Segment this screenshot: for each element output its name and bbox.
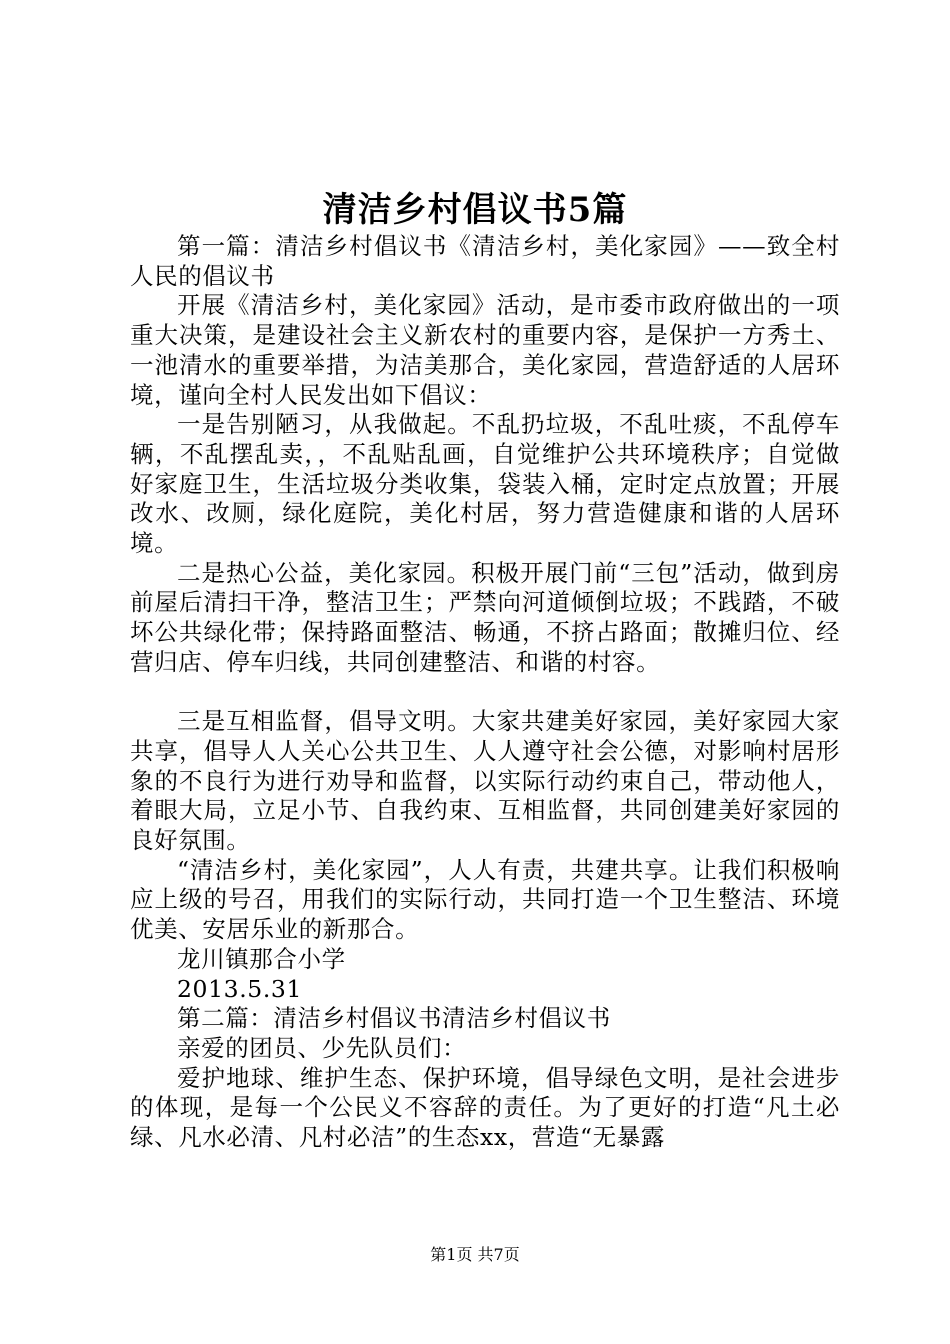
salutation: 亲爱的团员、少先队员们：	[177, 1033, 467, 1062]
section-heading-2: 第二篇：清洁乡村倡议书清洁乡村倡议书	[177, 1004, 611, 1033]
document-body	[130, 232, 840, 1153]
body-paragraph: 爱护地球、维护生态、保护环境，倡导绿色文明，是社会进步的体现，是每一个公民义不容辞的责任。为了更好的打造“凡土必绿、凡水必清、凡村必洁”的生态xx，营造“无暴露	[130, 1063, 840, 1152]
body-paragraph: 三是互相监督，倡导文明。大家共建美好家园，美好家园大家共享，倡导人人关心公共卫生、人人遵守社会公德，对影响村居形象的不良行为进行劝导和监督，以实际行动约束自己，带动他人，着眼大局，立足小节、自我约束、互相监督，共同创建美好家园的良好氛围。	[130, 707, 840, 855]
body-paragraph: 开展《清洁乡村，美化家园》活动，是市委市政府做出的一项重大决策，是建设社会主义新农村的重要内容，是保护一方秀土、一池清水的重要举措，为洁美那合，美化家园，营造舒适的人居环境，谨向全村人民发出如下倡议：	[130, 291, 840, 409]
signature-organization: 龙川镇那合小学	[177, 944, 346, 973]
page-number: 第1页 共7页	[430, 1245, 520, 1264]
body-paragraph: 一是告别陋习，从我做起。不乱扔垃圾，不乱吐痰，不乱停车辆，不乱摆乱卖，，不乱贴乱画，自觉维护公共环境秩序；自觉做好家庭卫生，生活垃圾分类收集，袋装入桶，定时定点放置；开展改水、改厕，绿化庭院，美化村居，努力营造健康和谐的人居环境。	[130, 410, 840, 558]
signature-date: 2013.5.31	[177, 974, 302, 1003]
blank-line	[130, 678, 840, 708]
body-paragraph: “清洁乡村，美化家园”，人人有责，共建共享。让我们积极响应上级的号召，用我们的实际行动，共同打造一个卫生整洁、环境优美、安居乐业的新那合。	[130, 855, 840, 944]
body-paragraph: 二是热心公益，美化家园。积极开展门前“三包”活动，做到房前屋后清扫干净，整洁卫生；严禁向河道倾倒垃圾；不践踏，不破坏公共绿化带；保持路面整洁、畅通，不挤占路面；散摊归位、经营归店、停车归线，共同创建整洁、和谐的村容。	[130, 558, 840, 676]
section-heading-1: 第一篇：清洁乡村倡议书《清洁乡村，美化家园》——致全村人民的倡议书	[130, 232, 840, 290]
document-title: 清洁乡村倡议书5篇	[322, 190, 628, 230]
